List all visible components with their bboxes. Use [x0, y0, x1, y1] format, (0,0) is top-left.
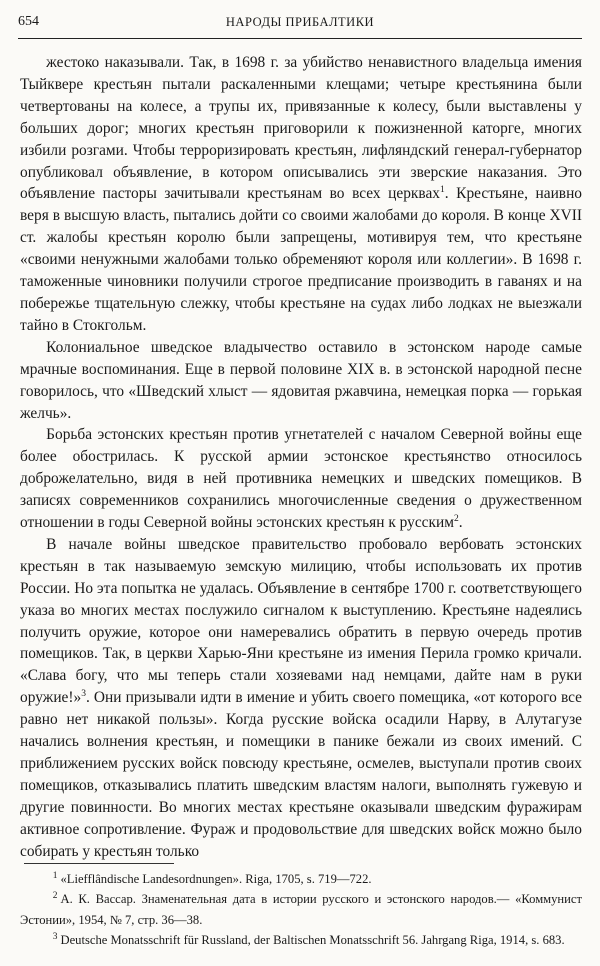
text-run: .: [458, 514, 463, 532]
footnote-ref[interactable]: 2: [453, 512, 459, 524]
footnote-number: 3: [52, 932, 58, 943]
text-run: . Они призывали идти в имение и убить своего помещика, «от которого все равно нет никакой пользы». Когда русские войска осадили Нарву, в Алутагузе начались волнения крестьян, и помещики в панике бежали из своих имений. С приближением русских войск повсюду крестьяне, осмелев, выступали против своих помещиков, отказывались платить шведским властям налоги, выполнять гужевую и другие повинности. Во многих местах крестьяне оказывали шведским фуражирам активное сопротивление. Фураж и продовольствие для шведских войск можно было собирать у крестьян только: [20, 689, 582, 860]
footnote-text: «Liefflândische Landesordnungen». Riga, 1705, s. 719—722.: [60, 872, 372, 886]
paragraph: [20, 52, 582, 337]
body-text: [20, 52, 582, 863]
text-run: жестоко наказывали. Так, в 1698 г. за убийство ненавистного владельца имения Тыйквере крестьян пытали раскаленными клещами; четыре крестьянина были четвертованы на колесе, а трупы их, привязанные к колесу, были выставлены у больших дорог; многих крестьян приговорили к пожизненной каторге, многих избили розгами. Чтобы терроризировать крестьян, лифляндский генерал-губернатор опубликовал объявление, в котором описывались эти зверские наказания. Это объявление пасторы зачитывали крестьянам во всех церквах: [20, 54, 582, 203]
running-title: НАРОДЫ ПРИБАЛТИКИ: [225, 15, 375, 29]
text-run: В начале войны шведское правительство пробовало вербовать эстонских крестьян в так называемую земскую милицию, чтобы использовать их против России. Но эта попытка не удалась. Объявление в сентябре 1700 г. соответствующего указа во многих местах послужило сигналом к выступлению. Крестьяне надеялись получить оружие, которое они намеревались обратить в первую очередь против помещиков. Так, в церкви Харью-Яни крестьяне из имения Перила громко кричали. «Слава богу, что мы теперь стали хозяевами над немцами, дайте нам в руки оружие!»: [20, 535, 582, 707]
footnote: [20, 869, 582, 889]
paragraph: [20, 337, 582, 425]
footnote-ref[interactable]: 1: [440, 184, 445, 196]
page-number: 654: [18, 14, 39, 29]
footnote-rule: [24, 863, 174, 864]
paragraph: [20, 534, 582, 863]
footnote-number: 2: [52, 891, 58, 902]
footnote-number: 1: [52, 870, 58, 881]
page-header: [18, 14, 582, 36]
footnote-text: Deutsche Monatsschrift für Russland, der Baltischen Monatsschrift 56. Jahrgang Riga, 1914, s. 683.: [60, 933, 565, 948]
footnote: [20, 930, 582, 950]
footnote-ref[interactable]: 3: [81, 688, 86, 700]
text-run: . Крестьяне, наивно веря в высшую власть, пытались дойти со своими жалобами до короля. В конце XVII ст. жалобы крестьян королю были запрещены, мотивируя тем, что крестьяне «своими ненужными жалобами только обременяют короля или коллегии». В 1698 г. таможенные чиновники получили строгое предписание производить в гаванях и на побережье тщательную слежку, чтобы крестьяне на судах либо лодках не выезжали тайно в Стокгольм.: [20, 185, 583, 334]
paragraph: [20, 424, 582, 534]
footnote-text: А. К. Вассар. Знаменательная дата в истории русского и эстонского народов.— «Коммунист Эстонии», 1954, № 7, стр. 36—38.: [20, 892, 582, 927]
header-rule: [18, 38, 582, 39]
text-run: Борьба эстонских крестьян против угнетателей с началом Северной войны еще более обострилась. К русской армии эстонское крестьянство относилось доброжелательно, видя в ней противника немецких и шведских помещиков. В записях современников сохранились многочисленные сведения о дружественном отношении в годы Северной войны эстонских крестьян к русским: [20, 426, 582, 532]
footnotes: [20, 869, 582, 951]
footnote: [20, 889, 582, 930]
text-run: Колониальное шведское владычество оставило в эстонском народе самые мрачные воспоминания. Еще в первой половине XIX в. в эстонской народной песне говорилось, что «Шведский хлыст — ядовитая ржавчина, немецкая порка — горькая желчь».: [20, 338, 582, 422]
